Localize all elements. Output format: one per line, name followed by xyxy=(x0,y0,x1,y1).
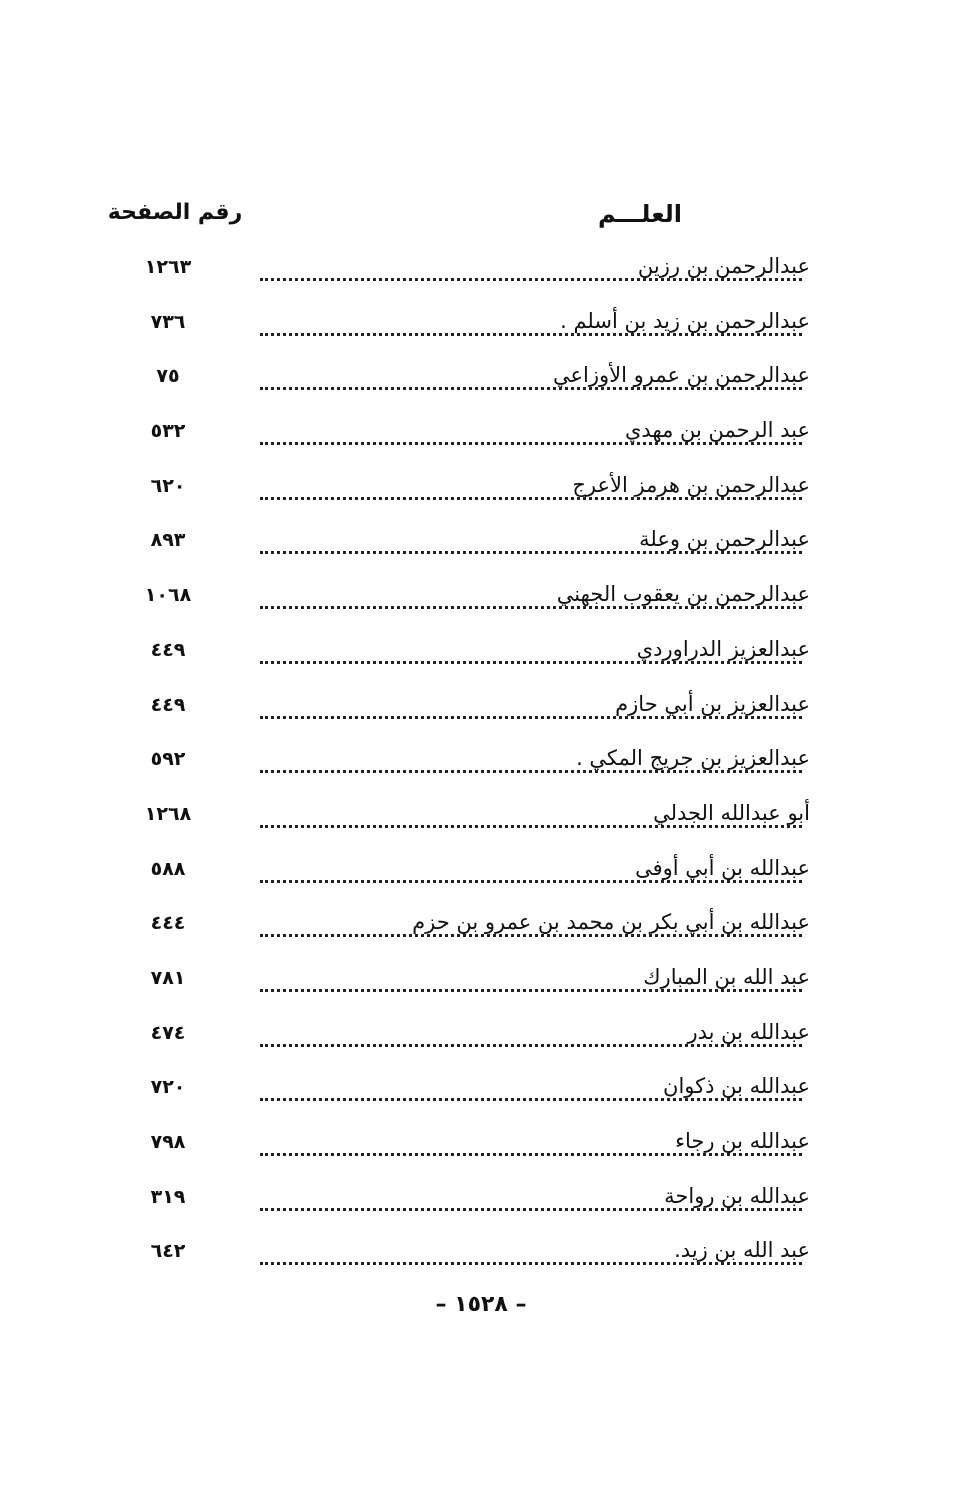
dot-leader xyxy=(260,497,802,500)
index-entry xyxy=(0,576,962,631)
index-entry xyxy=(0,1068,962,1123)
entry-name: عبدالعزيز بن أبي حازم xyxy=(609,692,810,716)
entry-page-number: ٨٩٣ xyxy=(150,529,186,552)
index-entry xyxy=(0,631,962,686)
index-entry xyxy=(0,904,962,959)
entry-name: عبدالعزيز الدراوردي xyxy=(631,637,810,661)
entry-name: عبدالرحمن بن هرمز الأعرج xyxy=(566,473,810,497)
dot-leader xyxy=(260,1262,802,1265)
entry-page-number: ٥٣٢ xyxy=(150,420,186,443)
index-entry xyxy=(0,795,962,850)
index-entry xyxy=(0,303,962,358)
dot-leader xyxy=(260,551,802,554)
index-entry xyxy=(0,248,962,303)
index-entry xyxy=(0,467,962,522)
page-column-header: رقم الصفحة xyxy=(107,200,243,225)
dot-leader xyxy=(260,661,802,664)
entry-page-number: ٥٨٨ xyxy=(150,857,186,880)
dot-leader xyxy=(260,716,802,719)
entry-name: عبد الرحمن بن مهدي xyxy=(619,418,810,442)
entry-page-number: ٤٧٤ xyxy=(150,1021,186,1044)
entry-page-number: ٦٢٠ xyxy=(150,474,186,497)
entry-page-number: ٤٤٩ xyxy=(150,638,186,661)
entry-name: عبدالرحمن بن رزين xyxy=(632,254,810,278)
entry-name: أبو عبدالله الجدلي xyxy=(647,801,810,825)
entry-page-number: ٤٤٤ xyxy=(150,912,186,935)
index-entries xyxy=(0,248,962,1287)
index-entry xyxy=(0,959,962,1014)
entry-name: عبدالرحمن بن عمرو الأوزاعي xyxy=(547,363,810,387)
index-entry xyxy=(0,1178,962,1233)
entry-name: عبدالله بن رواحة xyxy=(658,1184,810,1208)
entry-page-number: ٧٩٨ xyxy=(150,1131,186,1153)
entry-page-number: ٣١٩ xyxy=(150,1185,186,1208)
entry-page-number: ٧٣٦ xyxy=(150,310,186,333)
entry-page-number: ١٢٦٣ xyxy=(144,256,192,278)
entry-page-number: ٥٩٢ xyxy=(150,748,186,771)
dot-leader xyxy=(260,880,802,883)
index-entry xyxy=(0,1014,962,1069)
entry-page-number: ٧٨١ xyxy=(150,966,186,989)
entry-page-number: ١٢٦٨ xyxy=(144,802,192,825)
dot-leader xyxy=(260,1044,802,1047)
entry-name: عبدالله بن ذكوان xyxy=(657,1074,810,1098)
dot-leader xyxy=(260,1098,802,1101)
dot-leader xyxy=(260,989,802,992)
entry-name: عبد الله بن المبارك xyxy=(637,965,810,989)
entry-page-number: ٤٤٩ xyxy=(150,693,186,716)
dot-leader xyxy=(260,1208,802,1211)
dot-leader xyxy=(260,934,802,937)
entry-name: عبدالله بن أبي بكر بن محمد بن عمرو بن حزم xyxy=(406,910,810,934)
entry-page-number: ٧٢٠ xyxy=(150,1076,186,1099)
index-entry xyxy=(0,1123,962,1178)
name-column-header: العلـــم xyxy=(597,200,682,228)
entry-name: عبدالعزيز بن جريج المكي . xyxy=(570,746,810,770)
dot-leader xyxy=(260,387,802,390)
dot-leader xyxy=(260,333,802,336)
entry-name: عبدالله بن بدر xyxy=(681,1020,810,1044)
index-entry xyxy=(0,1232,962,1287)
entry-name: عبدالرحمن بن يعقوب الجهني xyxy=(551,582,810,606)
dot-leader xyxy=(260,825,802,828)
entry-name: عبدالله بن أبي أوفى xyxy=(629,856,810,880)
entry-page-number: ٦٤٢ xyxy=(150,1240,186,1263)
entry-name: عبدالرحمن بن زيد بن أسلم . xyxy=(554,309,810,333)
index-entry xyxy=(0,850,962,905)
dot-leader xyxy=(260,1153,802,1156)
index-entry xyxy=(0,357,962,412)
entry-name: عبدالله بن رجاء xyxy=(669,1129,810,1153)
entry-name: عبد الله بن زيد. xyxy=(668,1238,810,1262)
page-number: – ١٥٢٨ – xyxy=(435,1292,527,1317)
entry-page-number: ١٠٦٨ xyxy=(144,584,192,607)
index-entry xyxy=(0,412,962,467)
dot-leader xyxy=(260,442,802,445)
entry-name: عبدالرحمن بن وعلة xyxy=(633,527,810,551)
index-entry xyxy=(0,521,962,576)
index-entry xyxy=(0,686,962,741)
dot-leader xyxy=(260,606,802,609)
entry-page-number: ٧٥ xyxy=(156,365,180,388)
dot-leader xyxy=(260,278,802,281)
dot-leader xyxy=(260,770,802,773)
index-entry xyxy=(0,740,962,795)
